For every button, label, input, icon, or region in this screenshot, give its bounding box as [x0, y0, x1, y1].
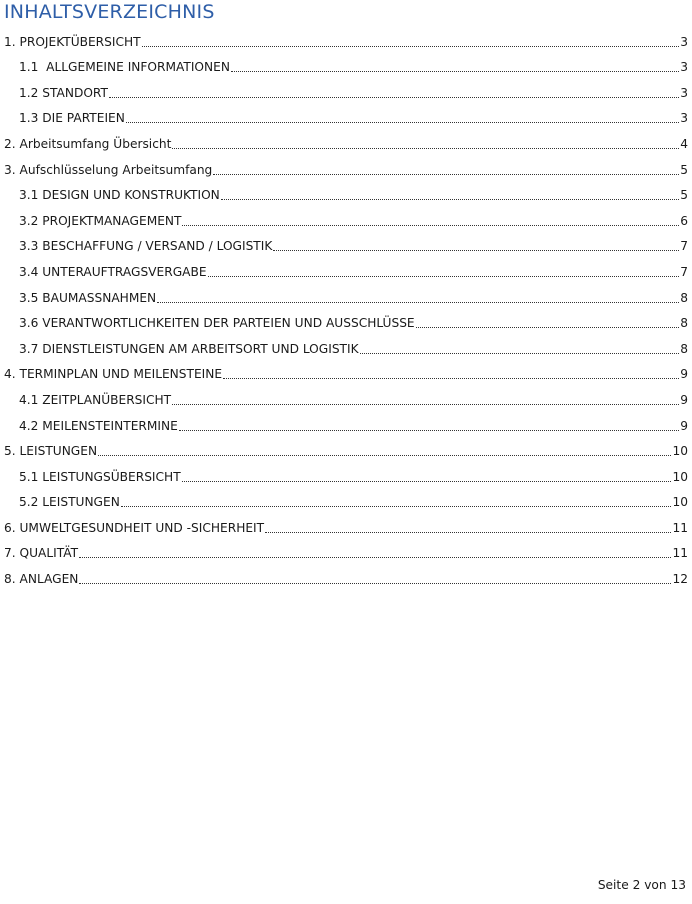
toc-entry[interactable] [0, 310, 692, 336]
toc-entry-page-number[interactable]: 8 [680, 316, 688, 331]
toc-entry-label[interactable]: 8. ANLAGEN [4, 572, 79, 587]
toc-entry-page-number[interactable]: 10 [672, 444, 688, 459]
toc-entry-label[interactable]: 4. TERMINPLAN UND MEILENSTEINE [4, 367, 223, 382]
toc-title: INHALTSVERZEICHNIS [4, 1, 215, 23]
toc-entry[interactable] [0, 207, 692, 233]
toc-entry-label[interactable]: 1.1 ALLGEMEINE INFORMATIONEN [19, 60, 230, 75]
toc-entry-page-number[interactable]: 3 [680, 111, 688, 126]
toc-dot-leader [182, 481, 672, 482]
toc-dot-leader [126, 122, 679, 123]
toc-entry-label[interactable]: 6. UMWELTGESUNDHEIT UND -SICHERHEIT [4, 520, 265, 535]
toc-list [0, 28, 692, 591]
toc-entry[interactable] [0, 335, 692, 361]
toc-entry-label[interactable]: 3.4 UNTERAUFTRAGSVERGABE [19, 264, 207, 279]
toc-dot-leader [360, 353, 680, 354]
toc-entry-page-number[interactable]: 7 [680, 239, 688, 254]
toc-entry-label[interactable]: 7. QUALITÄT [4, 546, 79, 561]
toc-entry-label[interactable]: 2. Arbeitsumfang Übersicht [4, 136, 172, 151]
toc-entry-page-number[interactable]: 5 [680, 188, 688, 203]
toc-dot-leader [109, 97, 679, 98]
toc-entry[interactable] [0, 361, 692, 387]
toc-entry[interactable] [0, 463, 692, 489]
toc-dot-leader [273, 250, 679, 251]
toc-entry[interactable] [0, 412, 692, 438]
toc-entry-label[interactable]: 1.2 STANDORT [19, 85, 108, 100]
toc-entry[interactable] [0, 438, 692, 464]
toc-entry[interactable] [0, 565, 692, 591]
toc-entry-label[interactable]: 3.3 BESCHAFFUNG / VERSAND / LOGISTIK [19, 239, 273, 254]
toc-entry[interactable] [0, 130, 692, 156]
toc-entry-page-number[interactable]: 11 [672, 520, 688, 535]
toc-entry-page-number[interactable]: 9 [680, 392, 688, 407]
toc-entry-label[interactable]: 5. LEISTUNGEN [4, 444, 98, 459]
toc-entry[interactable] [0, 514, 692, 540]
toc-dot-leader [172, 148, 679, 149]
toc-entry-page-number[interactable]: 9 [680, 367, 688, 382]
toc-entry[interactable] [0, 182, 692, 208]
toc-dot-leader [182, 225, 679, 226]
toc-entry-label[interactable]: 3.5 BAUMASSNAHMEN [19, 290, 157, 305]
toc-dot-leader [179, 430, 679, 431]
toc-dot-leader [142, 46, 680, 47]
toc-entry-label[interactable]: 3. Aufschlüsselung Arbeitsumfang [4, 162, 213, 177]
toc-entry[interactable] [0, 105, 692, 131]
toc-entry-label[interactable]: 4.1 ZEITPLANÜBERSICHT [19, 392, 172, 407]
toc-entry-label[interactable]: 5.1 LEISTUNGSÜBERSICHT [19, 469, 181, 484]
toc-entry-page-number[interactable]: 3 [680, 85, 688, 100]
toc-entry-label[interactable]: 3.6 VERANTWORTLICHKEITEN DER PARTEIEN UND AUSSCHLÜSSE [19, 316, 415, 331]
toc-entry[interactable] [0, 386, 692, 412]
toc-entry-page-number[interactable]: 12 [672, 572, 688, 587]
page-number-footer: Seite 2 von 13 [597, 878, 686, 892]
toc-dot-leader [213, 174, 679, 175]
toc-entry-label[interactable]: 1. PROJEKTÜBERSICHT [4, 34, 141, 49]
toc-dot-leader [172, 404, 679, 405]
toc-dot-leader [208, 276, 680, 277]
toc-dot-leader [79, 583, 671, 584]
toc-entry[interactable] [0, 156, 692, 182]
toc-entry-page-number[interactable]: 3 [680, 60, 688, 75]
toc-entry-page-number[interactable]: 11 [672, 546, 688, 561]
toc-dot-leader [265, 532, 671, 533]
toc-entry-page-number[interactable]: 8 [680, 341, 688, 356]
toc-dot-leader [98, 455, 671, 456]
toc-entry-page-number[interactable]: 8 [680, 290, 688, 305]
toc-entry-page-number[interactable]: 3 [680, 34, 688, 49]
toc-entry[interactable] [0, 540, 692, 566]
toc-entry-label[interactable]: 3.7 DIENSTLEISTUNGEN AM ARBEITSORT UND LOGISTIK [19, 341, 359, 356]
toc-entry-label[interactable]: 3.2 PROJEKTMANAGEMENT [19, 213, 182, 228]
toc-entry-page-number[interactable]: 7 [680, 264, 688, 279]
toc-dot-leader [223, 378, 679, 379]
toc-entry-page-number[interactable]: 5 [680, 162, 688, 177]
toc-entry-page-number[interactable]: 4 [680, 136, 688, 151]
toc-entry-page-number[interactable]: 10 [672, 469, 688, 484]
toc-entry[interactable] [0, 284, 692, 310]
toc-entry[interactable] [0, 233, 692, 259]
toc-dot-leader [79, 557, 671, 558]
toc-entry-page-number[interactable]: 6 [680, 213, 688, 228]
toc-entry-page-number[interactable]: 9 [680, 418, 688, 433]
toc-dot-leader [121, 506, 672, 507]
toc-entry-label[interactable]: 3.1 DESIGN UND KONSTRUKTION [19, 188, 220, 203]
toc-entry-page-number[interactable]: 10 [672, 495, 688, 510]
toc-entry-label[interactable]: 1.3 DIE PARTEIEN [19, 111, 125, 126]
toc-entry[interactable] [0, 489, 692, 515]
toc-dot-leader [416, 327, 680, 328]
toc-entry[interactable] [0, 54, 692, 80]
toc-dot-leader [231, 71, 679, 72]
toc-entry[interactable] [0, 258, 692, 284]
toc-entry[interactable] [0, 28, 692, 54]
toc-entry[interactable] [0, 79, 692, 105]
toc-entry-label[interactable]: 5.2 LEISTUNGEN [19, 495, 120, 510]
toc-dot-leader [157, 302, 679, 303]
toc-entry-label[interactable]: 4.2 MEILENSTEINTERMINE [19, 418, 178, 433]
toc-dot-leader [221, 199, 679, 200]
